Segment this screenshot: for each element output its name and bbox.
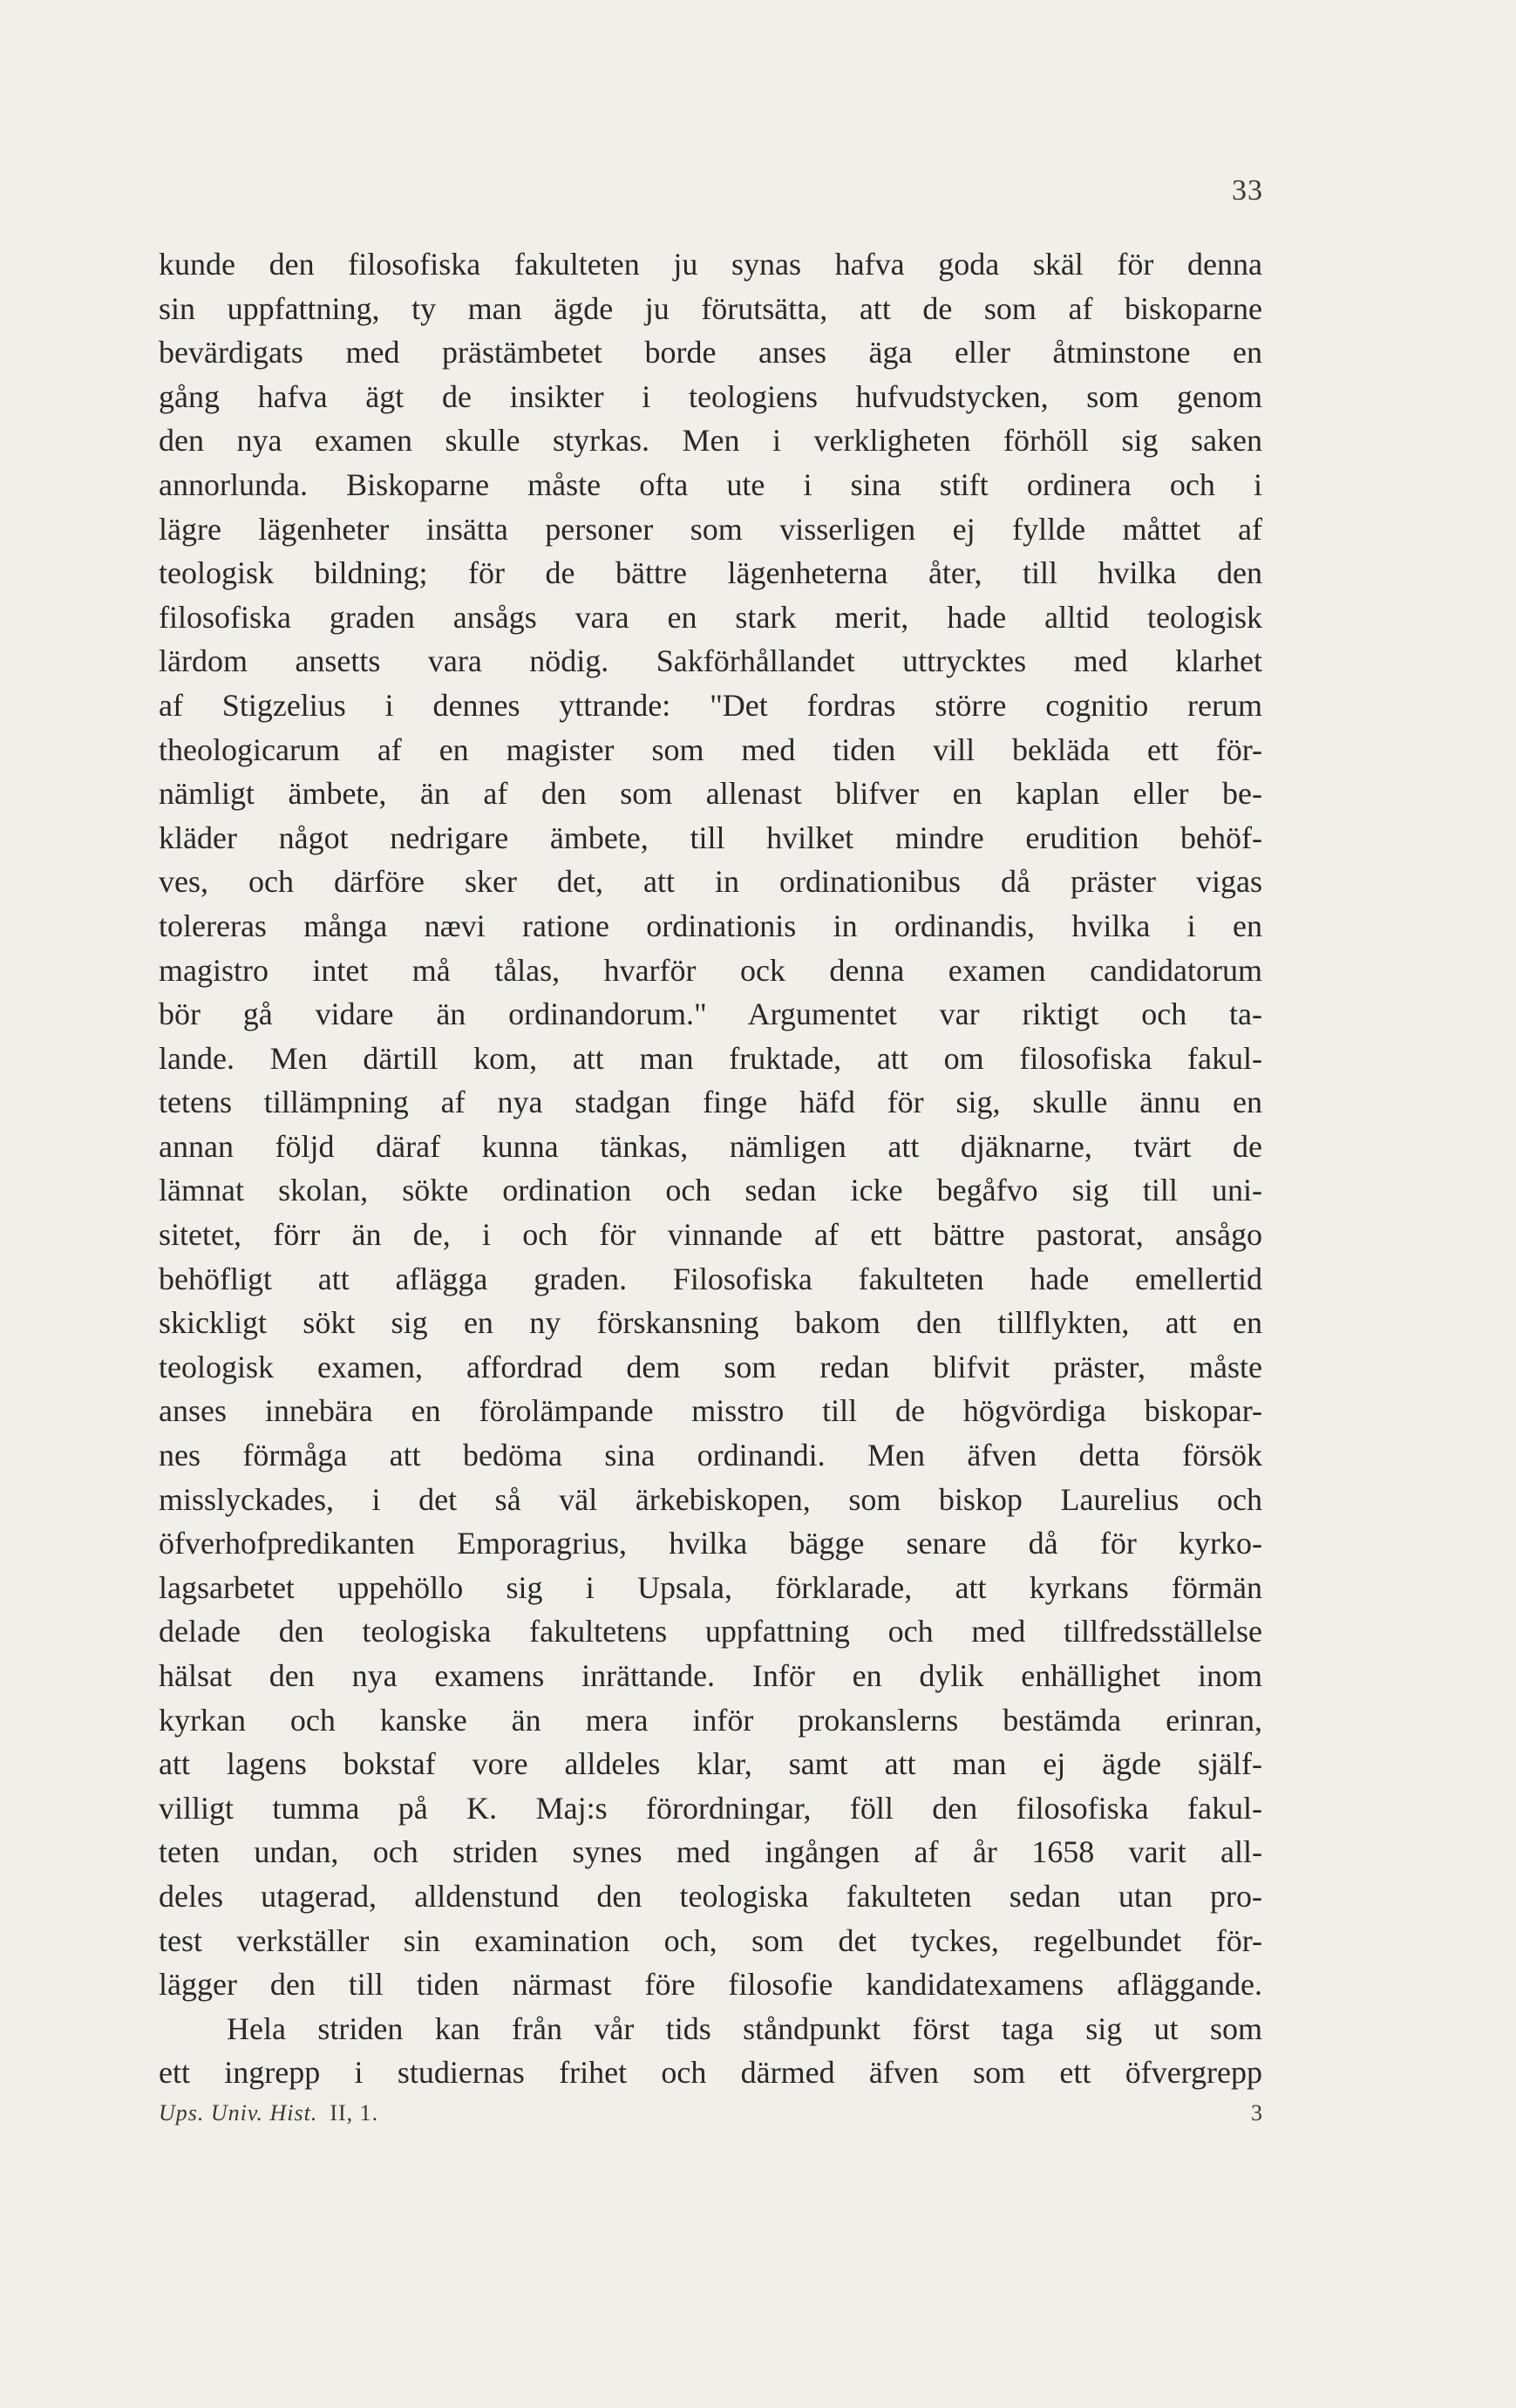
text-line-18: bör gå vidare än ordinandorum." Argumentet var riktigt och ta-	[159, 997, 1262, 1032]
text-line-30: öfverhofpredikanten Emporagrius, hvilka bägge senare då för kyrko-	[159, 1526, 1262, 1561]
text-line-19: lande. Men därtill kom, att man fruktade, att om filosofiska fakul-	[159, 1040, 1262, 1076]
text-line-10: lärdom ansetts vara nödig. Sakförhållandet uttrycktes med klarhet	[159, 643, 1262, 679]
text-line-42: ett ingrepp i studiernas frihet och därmed äfven som ett öfvergrepp	[159, 2055, 1262, 2091]
text-line-13: nämligt ämbete, än af den som allenast blifver en kaplan eller be-	[159, 776, 1262, 812]
footer-volume: II, 1.	[330, 2100, 379, 2126]
text-line-33: hälsat den nya examens inrättande. Inför en dylik enhällighet inom	[159, 1658, 1262, 1693]
text-line-20: tetens tillämpning af nya stadgan finge häfd för sig, skulle ännu en	[159, 1085, 1262, 1120]
text-line-3: bevärdigats med prästämbetet borde anses äga eller åtminstone en	[159, 335, 1262, 371]
text-line-22: lämnat skolan, sökte ordination och sedan icke begåfvo sig till uni-	[159, 1173, 1262, 1208]
text-line-12: theologicarum af en magister som med tiden vill bekläda ett för-	[159, 731, 1262, 767]
text-line-28: nes förmåga att bedöma sina ordinandi. Men äfven detta försök	[159, 1438, 1262, 1473]
text-line-5: den nya examen skulle styrkas. Men i verkligheten förhöll sig saken	[159, 423, 1262, 459]
text-line-25: skickligt sökt sig en ny förskansning bakom den tillflykten, att en	[159, 1305, 1262, 1341]
text-line-4: gång hafva ägt de insikter i teologiens hufvudstycken, som genom	[159, 378, 1262, 414]
text-line-41: Hela striden kan från vår tids ståndpunkt först taga sig ut som	[227, 2010, 1262, 2046]
text-line-40: lägger den till tiden närmast före filosofie kandidatexamens afläggande.	[159, 1967, 1262, 2003]
text-line-35: att lagens bokstaf vore alldeles klar, samt att man ej ägde själf-	[159, 1746, 1262, 1782]
text-line-38: deles utagerad, alldenstund den teologiska fakulteten sedan utan pro-	[159, 1878, 1262, 1914]
text-line-36: villigt tumma på K. Maj:s förordningar, föll den filosofiska fakul-	[159, 1790, 1262, 1826]
text-line-2: sin uppfattning, ty man ägde ju förutsätta, att de som af biskoparne	[159, 290, 1262, 326]
footer-signature-title: Ups. Univ. Hist.	[159, 2100, 318, 2126]
text-line-32: delade den teologiska fakultetens uppfattning och med tillfredsställelse	[159, 1614, 1262, 1650]
text-line-14: kläder något nedrigare ämbete, till hvilket mindre erudition behöf-	[159, 820, 1262, 855]
text-line-6: annorlunda. Biskoparne måste ofta ute i sina stift ordinera och i	[159, 466, 1262, 502]
text-line-9: filosofiska graden ansågs vara en stark merit, hade alltid teologisk	[159, 599, 1262, 635]
footer-signature	[159, 2100, 378, 2126]
text-line-26: teologisk examen, affordrad dem som redan blifvit präster, måste	[159, 1349, 1262, 1384]
text-line-29: misslyckades, i det så väl ärkebiskopen, som biskop Laurelius och	[159, 1481, 1262, 1517]
text-line-15: ves, och därföre sker det, att in ordinationibus då präster vigas	[159, 864, 1262, 900]
text-line-39: test verkställer sin examination och, som det tyckes, regelbundet för-	[159, 1922, 1262, 1958]
text-line-11: af Stigzelius i dennes yttrande: "Det fordras större cognitio rerum	[159, 687, 1262, 723]
text-line-21: annan följd däraf kunna tänkas, nämligen att djäknarne, tvärt de	[159, 1128, 1262, 1164]
footer-sheet-number: 3	[1251, 2100, 1262, 2126]
page-number: 33	[1232, 174, 1263, 207]
text-line-24: behöfligt att aflägga graden. Filosofiska fakulteten hade emellertid	[159, 1261, 1262, 1296]
text-line-17: magistro intet må tålas, hvarför ock denna examen candidatorum	[159, 952, 1262, 988]
text-line-23: sitetet, förr än de, i och för vinnande af ett bättre pastorat, ansågo	[159, 1217, 1262, 1253]
text-line-7: lägre lägenheter insätta personer som visserligen ej fyllde måttet af	[159, 511, 1262, 547]
text-line-27: anses innebära en förolämpande misstro till de högvördiga biskopar-	[159, 1393, 1262, 1429]
text-line-16: tolereras många nævi ratione ordinationis in ordinandis, hvilka i en	[159, 908, 1262, 943]
text-line-31: lagsarbetet uppehöllo sig i Upsala, förklarade, att kyrkans förmän	[159, 1569, 1262, 1605]
page-footer	[159, 2100, 1262, 2135]
text-line-34: kyrkan och kanske än mera inför prokanslerns bestämda erinran,	[159, 1702, 1262, 1738]
text-line-8: teologisk bildning; för de bättre lägenheterna åter, till hvilka den	[159, 555, 1262, 591]
text-line-1: kunde den filosofiska fakulteten ju synas hafva goda skäl för denna	[159, 247, 1262, 282]
text-line-37: teten undan, och striden synes med ingången af år 1658 varit all-	[159, 1834, 1262, 1870]
body-text	[159, 242, 1262, 2095]
